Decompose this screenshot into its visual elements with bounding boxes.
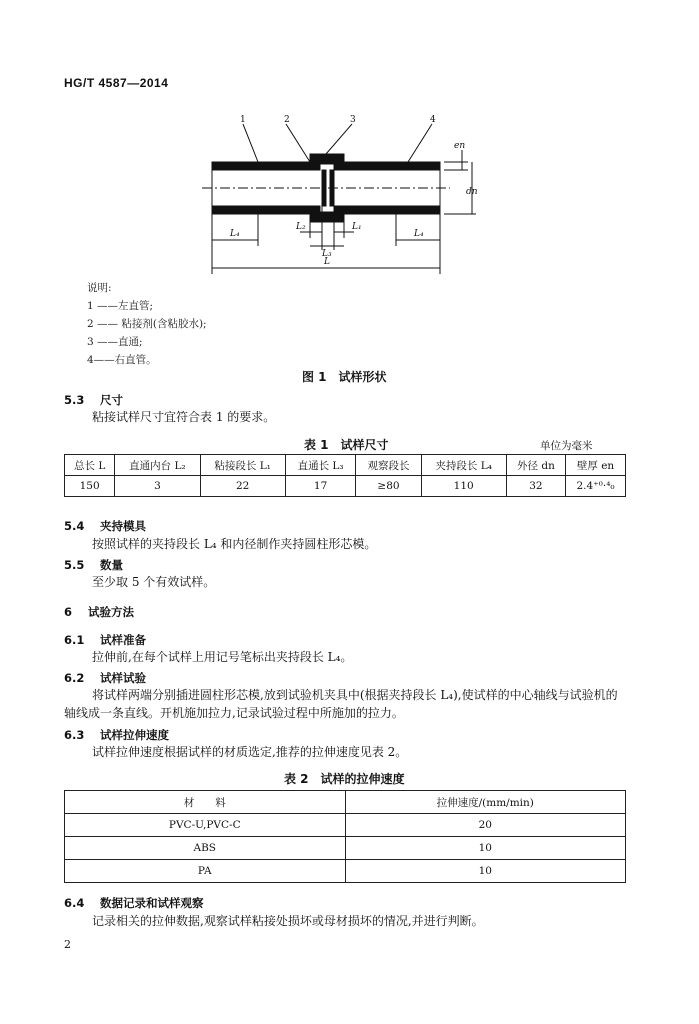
fig-label-en: en: [454, 141, 466, 151]
table-cell: 32: [506, 476, 565, 497]
fig-label-l1: L₁: [352, 222, 362, 232]
section-6-4-heading: 6.4 数据记录和试样观察: [64, 896, 204, 910]
figure-legend-item: 1 ——左直管;: [87, 300, 154, 312]
table-cell: 22: [200, 476, 285, 497]
section-6-2-heading: 6.2 试样试验: [64, 671, 146, 685]
table1-unit: 单位为毫米: [540, 440, 593, 452]
table-header-cell: 直通内台 L₂: [115, 455, 200, 476]
table-header-cell: 观察段长: [356, 455, 421, 476]
section-6-heading: 6 试验方法: [64, 605, 134, 619]
table-header-row: [65, 791, 626, 814]
table1-caption: 表 1 试样尺寸: [304, 438, 389, 452]
section-6-3-text: 试样拉伸速度根据试样的材质选定,推荐的拉伸速度见表 2。: [92, 745, 408, 759]
section-5-4-text: 按照试样的夹持段长 L₄ 和内径制作夹持圆柱形芯模。: [92, 537, 377, 551]
table-row: [65, 814, 626, 837]
fig-label-l4-right: L₄: [414, 229, 424, 239]
table-cell: ≥80: [356, 476, 421, 497]
fig-label-l4-left: L₄: [230, 229, 240, 239]
table-header-cell: 材 料: [65, 791, 346, 814]
figure-legend-title: 说明:: [87, 282, 112, 294]
section-5-5-heading: 5.5 数量: [64, 558, 123, 572]
page-number: 2: [64, 938, 71, 951]
section-5-4-heading: 5.4 夹持模具: [64, 519, 146, 533]
standard-header: HG/T 4587—2014: [64, 76, 169, 90]
table-header-cell: 总长 L: [65, 455, 115, 476]
fig-label-2: 2: [284, 115, 290, 125]
fig-label-1: 1: [240, 115, 246, 125]
table-specimen-dimensions: [64, 454, 626, 497]
table-cell: 10: [345, 837, 626, 860]
specimen-diagram: [200, 114, 490, 280]
section-6-4-text: 记录相关的拉伸数据,观察试样粘接处损坏或母材损坏的情况,并进行判断。: [92, 914, 484, 928]
table-row: [65, 476, 626, 497]
table-row: [65, 837, 626, 860]
table2-caption: 表 2 试样的拉伸速度: [284, 772, 405, 786]
table-header-cell: 夹持段长 L₄: [421, 455, 506, 476]
table-header-cell: 壁厚 en: [566, 455, 626, 476]
table-cell: PA: [65, 860, 346, 883]
table-cell: 110: [421, 476, 506, 497]
table-cell: ABS: [65, 837, 346, 860]
table-row: [65, 860, 626, 883]
section-5-3-heading: 5.3 尺寸: [64, 393, 123, 407]
section-5-5-text: 至少取 5 个有效试样。: [92, 575, 216, 589]
section-6-1-text: 拉伸前,在每个试样上用记号笔标出夹持段长 L₄。: [92, 650, 353, 664]
table-cell: 17: [285, 476, 356, 497]
fig-label-l: L: [324, 257, 330, 267]
section-5-3-text: 粘接试样尺寸宜符合表 1 的要求。: [92, 410, 276, 424]
figure-legend-item: 2 —— 粘接剂(含粘胶水);: [87, 318, 207, 330]
section-6-3-heading: 6.3 试样拉伸速度: [64, 728, 169, 742]
table-tensile-speed: [64, 790, 626, 883]
figure-legend-item: 3 ——直通;: [87, 336, 143, 348]
table-header-row: [65, 455, 626, 476]
fig-label-l3: L₃: [322, 249, 332, 259]
table-cell: 3: [115, 476, 200, 497]
section-6-2-text: 将试样两端分别插进圆柱形芯模,放到试验机夹具中(根据夹持段长 L₄),使试样的中心轴线与试验机的轴线成一条直线。开机施加拉力,记录试验过程中所施加的拉力。: [64, 688, 618, 720]
table-cell: 20: [345, 814, 626, 837]
table-header-cell: 外径 dn: [506, 455, 565, 476]
table-header-cell: 拉伸速度/(mm/min): [345, 791, 626, 814]
figure-legend-item: 4——右直管。: [87, 354, 157, 366]
table-cell: 150: [65, 476, 115, 497]
fig-label-3: 3: [350, 115, 356, 125]
table-cell: 10: [345, 860, 626, 883]
section-6-1-heading: 6.1 试样准备: [64, 633, 146, 647]
fig-label-l2: L₂: [296, 222, 306, 232]
table-header-cell: 直通长 L₃: [285, 455, 356, 476]
table-header-cell: 粘接段长 L₁: [200, 455, 285, 476]
table-cell: 2.4⁺⁰·⁴₀: [566, 476, 626, 497]
fig-label-dn: dn: [466, 187, 478, 197]
fig-label-4: 4: [430, 115, 436, 125]
table-cell: PVC-U,PVC-C: [65, 814, 346, 837]
figure-caption: 图 1 试样形状: [302, 370, 387, 384]
